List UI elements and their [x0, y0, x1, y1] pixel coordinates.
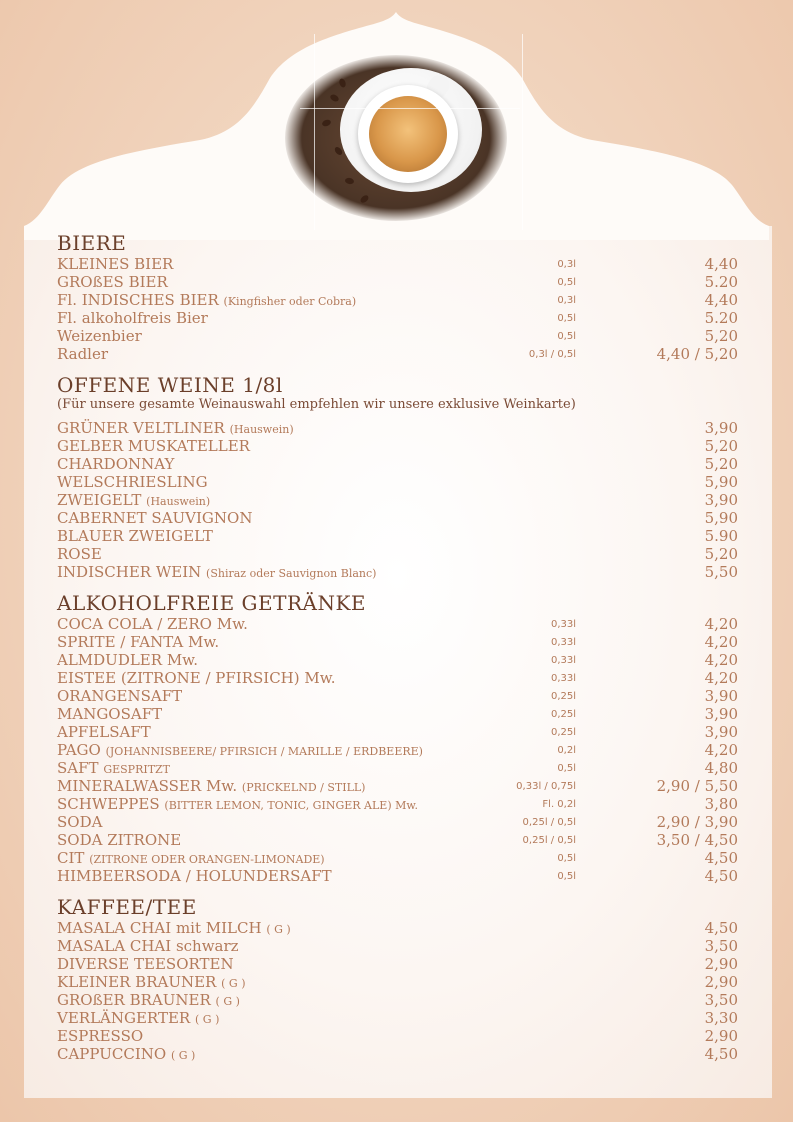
- item-name-wrap: [57, 813, 102, 831]
- item-price: 2,90: [704, 973, 738, 991]
- item-name-wrap: [57, 759, 170, 779]
- item-name-wrap: [57, 615, 248, 633]
- item-price: 5.20: [704, 273, 738, 291]
- item-name: INDISCHER WEIN: [57, 563, 202, 581]
- item-name-wrap: [57, 741, 423, 761]
- menu-item: [57, 545, 738, 563]
- menu-item: [57, 651, 738, 669]
- menu-item: [57, 867, 738, 885]
- item-price: 4,20: [704, 651, 738, 669]
- item-name: ESPRESSO: [57, 1027, 144, 1045]
- item-name-wrap: [57, 633, 219, 651]
- item-price: 5,20: [704, 437, 738, 455]
- item-name: MASALA CHAI mit MILCH: [57, 919, 262, 937]
- item-note: (BITTER LEMON, TONIC, GINGER ALE) Mw.: [164, 799, 418, 812]
- item-note: ( G ): [215, 995, 240, 1008]
- item-name: GELBER MUSKATELLER: [57, 437, 250, 455]
- item-name-wrap: [57, 1009, 219, 1029]
- item-price: 4,40 / 5,20: [656, 345, 738, 363]
- item-name: EISTEE (ZITRONE / PFIRSICH) Mw.: [57, 669, 336, 687]
- menu-item: [57, 973, 738, 991]
- item-note: (JOHANNISBEERE/ PFIRSICH / MARILLE / ERDBEERE): [105, 745, 423, 758]
- item-name-wrap: [57, 795, 418, 815]
- item-price: 3,80: [704, 795, 738, 813]
- item-price: 2,90: [704, 955, 738, 973]
- item-name: SAFT: [57, 759, 99, 777]
- item-note: (PRICKELND / STILL): [241, 781, 366, 794]
- item-volume: 0,5l: [557, 763, 576, 774]
- item-name: SCHWEPPES: [57, 795, 160, 813]
- menu-item: [57, 309, 738, 327]
- item-name: Fl. alkoholfreis Bier: [57, 309, 208, 327]
- item-volume: Fl. 0,2l: [542, 799, 576, 810]
- item-name-wrap: [57, 723, 151, 741]
- item-volume: 0,25l: [550, 709, 576, 720]
- menu-section: [57, 231, 738, 363]
- item-volume: 0,5l: [557, 871, 576, 882]
- item-name: KLEINES BIER: [57, 255, 174, 273]
- item-name: GROßES BIER: [57, 273, 168, 291]
- menu-item: [57, 633, 738, 651]
- item-name-wrap: [57, 705, 162, 723]
- item-name-wrap: [57, 273, 168, 291]
- menu-item: [57, 955, 738, 973]
- item-price: 4,50: [704, 867, 738, 885]
- item-name: DIVERSE TEESORTEN: [57, 955, 234, 973]
- menu-item: [57, 991, 738, 1009]
- item-name: APFELSAFT: [57, 723, 151, 741]
- menu-item: [57, 419, 738, 437]
- item-name: ZWEIGELT: [57, 491, 142, 509]
- item-price: 3,30: [704, 1009, 738, 1027]
- item-price: 5,20: [704, 545, 738, 563]
- item-price: 4,50: [704, 849, 738, 867]
- item-volume: 0,3l / 0,5l: [528, 349, 576, 360]
- item-price: 5,20: [704, 327, 738, 345]
- item-price: 3,90: [704, 705, 738, 723]
- section-title: BIERE: [57, 231, 127, 255]
- item-name: BLAUER ZWEIGELT: [57, 527, 213, 545]
- item-volume: 0,3l: [557, 259, 576, 270]
- item-name-wrap: [57, 919, 291, 939]
- menu-item: [57, 1009, 738, 1027]
- item-name: CIT: [57, 849, 85, 867]
- menu-item: [57, 527, 738, 545]
- item-name: Fl. INDISCHES BIER: [57, 291, 219, 309]
- item-price: 4,40: [704, 291, 738, 309]
- item-price: 5,90: [704, 509, 738, 527]
- item-price: 3,50 / 4,50: [656, 831, 738, 849]
- item-price: 5.20: [704, 309, 738, 327]
- item-name-wrap: [57, 437, 250, 455]
- item-volume: 0,3l: [557, 295, 576, 306]
- item-note: (Shiraz oder Sauvignon Blanc): [206, 567, 377, 580]
- menu-item: [57, 759, 738, 777]
- item-name-wrap: [57, 509, 252, 527]
- item-name-wrap: [57, 669, 336, 687]
- item-name-wrap: [57, 291, 356, 311]
- item-volume: 0,5l: [557, 313, 576, 324]
- menu-section: [57, 373, 738, 581]
- item-volume: 0,25l: [550, 691, 576, 702]
- item-price: 3,90: [704, 419, 738, 437]
- item-name-wrap: [57, 345, 108, 363]
- item-price: 4,50: [704, 919, 738, 937]
- item-volume: 0,25l / 0,5l: [522, 817, 576, 828]
- item-volume: 0,5l: [557, 277, 576, 288]
- item-name-wrap: [57, 527, 213, 545]
- item-price: 2,90: [704, 1027, 738, 1045]
- item-name: Radler: [57, 345, 109, 363]
- item-price: 3,90: [704, 723, 738, 741]
- item-volume: 0,33l: [550, 655, 576, 666]
- menu-item: [57, 937, 738, 955]
- item-name-wrap: [57, 651, 198, 669]
- item-price: 4,20: [704, 615, 738, 633]
- menu-content: [57, 231, 738, 1073]
- menu-item: [57, 919, 738, 937]
- item-volume: 0,33l: [550, 673, 576, 684]
- item-name: MANGOSAFT: [57, 705, 163, 723]
- item-name: SPRITE / FANTA Mw.: [57, 633, 220, 651]
- item-name: ROSE: [57, 545, 102, 563]
- item-name: SODA ZITRONE: [57, 831, 182, 849]
- item-name: MASALA CHAI schwarz: [57, 937, 239, 955]
- item-volume: 0,25l: [550, 727, 576, 738]
- item-name: ALMDUDLER Mw.: [57, 651, 199, 669]
- item-name: CABERNET SAUVIGNON: [57, 509, 253, 527]
- item-name: MINERALWASSER Mw.: [57, 777, 238, 795]
- item-name-wrap: [57, 545, 102, 563]
- item-price: 5.90: [704, 527, 738, 545]
- item-name-wrap: [57, 473, 208, 491]
- menu-item: [57, 705, 738, 723]
- item-name-wrap: [57, 687, 182, 705]
- item-name-wrap: [57, 255, 173, 273]
- item-price: 2,90 / 5,50: [656, 777, 738, 795]
- item-volume: 0,33l: [550, 637, 576, 648]
- item-volume: 0,25l / 0,5l: [522, 835, 576, 846]
- menu-item: [57, 273, 738, 291]
- item-name-wrap: [57, 955, 234, 973]
- item-name-wrap: [57, 831, 181, 849]
- menu-item: [57, 345, 738, 363]
- item-price: 4,20: [704, 741, 738, 759]
- section-title: OFFENE WEINE 1/8l: [57, 373, 283, 397]
- item-note: (ZITRONE ODER ORANGEN-LIMONADE): [89, 853, 325, 866]
- item-note: ( G ): [221, 977, 246, 990]
- menu-item: [57, 291, 738, 309]
- menu-item: [57, 509, 738, 527]
- menu-item: [57, 563, 738, 581]
- menu-item: [57, 795, 738, 813]
- menu-item: [57, 669, 738, 687]
- item-name-wrap: [57, 1027, 143, 1045]
- item-name: ORANGENSAFT: [57, 687, 183, 705]
- item-price: 4,40: [704, 255, 738, 273]
- item-price: 4,80: [704, 759, 738, 777]
- menu-item: [57, 255, 738, 273]
- item-price: 3,90: [704, 687, 738, 705]
- menu-item: [57, 687, 738, 705]
- item-price: 3,90: [704, 491, 738, 509]
- item-note: GESPRITZT: [103, 763, 171, 776]
- menu-item: [57, 455, 738, 473]
- menu-item: [57, 723, 738, 741]
- menu-item: [57, 1045, 738, 1063]
- item-note: (Hauswein): [229, 423, 294, 436]
- menu-item: [57, 615, 738, 633]
- menu-item: [57, 777, 738, 795]
- item-volume: 0,2l: [557, 745, 576, 756]
- menu-item: [57, 741, 738, 759]
- item-volume: 0,33l / 0,75l: [516, 781, 576, 792]
- menu-item: [57, 831, 738, 849]
- item-name: CHARDONNAY: [57, 455, 175, 473]
- item-price: 2,90 / 3,90: [656, 813, 738, 831]
- item-price: 5,90: [704, 473, 738, 491]
- item-name-wrap: [57, 849, 325, 869]
- item-name-wrap: [57, 419, 294, 439]
- item-name-wrap: [57, 563, 376, 583]
- menu-item: [57, 437, 738, 455]
- item-note: ( G ): [266, 923, 291, 936]
- item-name-wrap: [57, 991, 240, 1011]
- item-name: SODA: [57, 813, 103, 831]
- menu-item: [57, 327, 738, 345]
- item-name-wrap: [57, 327, 142, 345]
- item-name: PAGO: [57, 741, 101, 759]
- item-name: WELSCHRIESLING: [57, 473, 208, 491]
- item-note: (Hauswein): [146, 495, 211, 508]
- item-note: ( G ): [195, 1013, 220, 1026]
- item-name-wrap: [57, 937, 239, 955]
- menu-item: [57, 1027, 738, 1045]
- item-name: CAPPUCCINO: [57, 1045, 167, 1063]
- item-volume: 0,33l: [550, 619, 576, 630]
- item-name: GROßER BRAUNER: [57, 991, 211, 1009]
- item-price: 4,20: [704, 669, 738, 687]
- menu-section: [57, 591, 738, 885]
- item-name: HIMBEERSODA / HOLUNDERSAFT: [57, 867, 332, 885]
- item-name-wrap: [57, 1045, 195, 1065]
- item-name: KLEINER BRAUNER: [57, 973, 217, 991]
- item-name: VERLÄNGERTER: [57, 1009, 191, 1027]
- section-title: ALKOHOLFREIE GETRÄNKE: [57, 591, 366, 615]
- section-title: KAFFEE/TEE: [57, 895, 197, 919]
- item-price: 4,20: [704, 633, 738, 651]
- item-price: 5,50: [704, 563, 738, 581]
- item-price: 4,50: [704, 1045, 738, 1063]
- item-price: 5,20: [704, 455, 738, 473]
- item-price: 3,50: [704, 937, 738, 955]
- item-volume: 0,5l: [557, 331, 576, 342]
- item-name: COCA COLA / ZERO Mw.: [57, 615, 248, 633]
- item-name: GRÜNER VELTLINER: [57, 419, 225, 437]
- item-name-wrap: [57, 309, 208, 327]
- item-name-wrap: [57, 455, 174, 473]
- item-price: 3,50: [704, 991, 738, 1009]
- item-name-wrap: [57, 777, 365, 797]
- section-note: (Für unsere gesamte Weinauswahl empfehlen wir unsere exklusive Weinkarte): [57, 397, 576, 412]
- menu-item: [57, 473, 738, 491]
- item-name-wrap: [57, 973, 246, 993]
- menu-item: [57, 849, 738, 867]
- item-note: (Kingfisher oder Cobra): [223, 295, 357, 308]
- menu-section: [57, 895, 738, 1063]
- item-name: Weizenbier: [57, 327, 142, 345]
- menu-item: [57, 491, 738, 509]
- item-note: ( G ): [170, 1049, 196, 1062]
- item-name-wrap: [57, 491, 210, 511]
- item-name-wrap: [57, 867, 332, 885]
- item-volume: 0,5l: [557, 853, 576, 864]
- menu-item: [57, 813, 738, 831]
